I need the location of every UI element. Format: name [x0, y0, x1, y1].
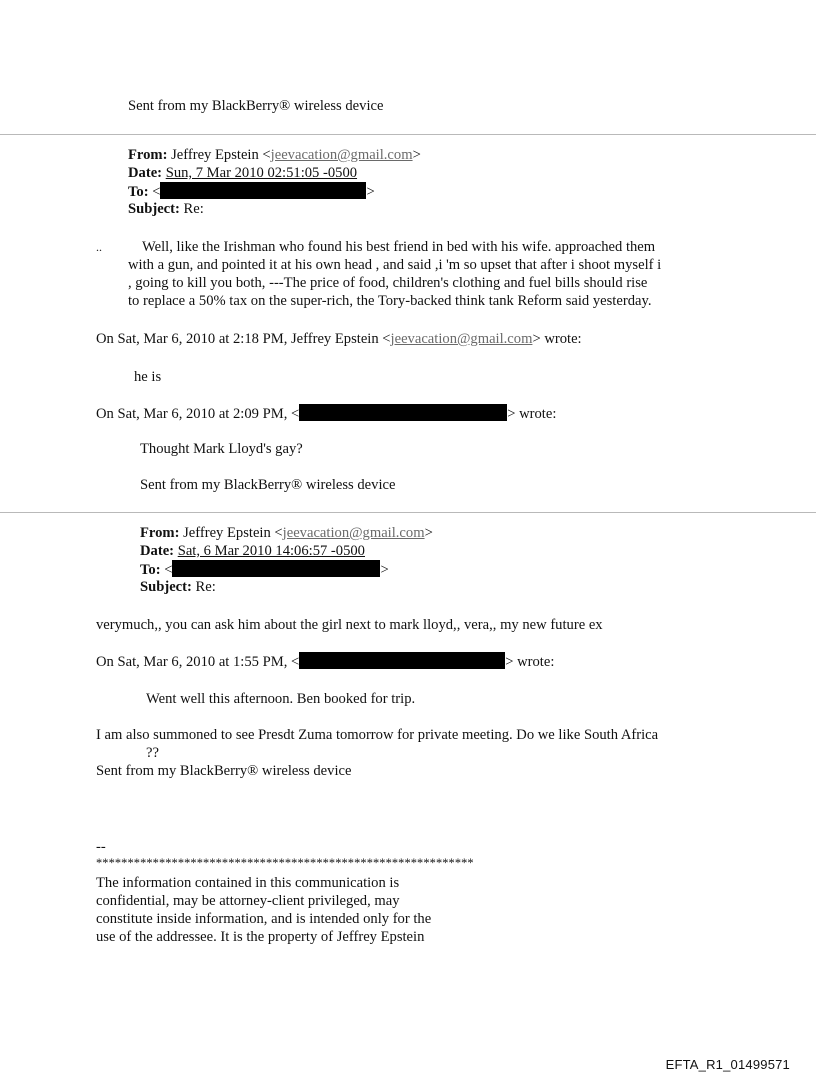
from-label: From:: [128, 147, 168, 163]
quote3-line-1: Went well this afternoon. Ben booked for trip.: [146, 691, 416, 707]
subject-label: Subject:: [140, 579, 192, 595]
quote3-line-4: Sent from my BlackBerry® wireless device: [96, 763, 352, 779]
quote-prefix: On Sat, Mar 6, 2010 at 2:09 PM, <: [96, 406, 300, 422]
redaction-box: [172, 560, 380, 577]
body-line-1: Well, like the Irishman who found his best friend in bed with his wife. approached them: [142, 239, 656, 255]
reply-he-is: he is: [134, 369, 162, 385]
from-email-link[interactable]: jeevacation@gmail.com: [282, 525, 425, 541]
redaction-box: [299, 404, 507, 421]
to-label: To:: [140, 562, 161, 578]
subject-line-2: [140, 578, 216, 596]
date-value: Sat, 6 Mar 2010 14:06:57 -0500: [177, 543, 365, 559]
date-line-1: [128, 164, 357, 182]
to-line-2: [140, 560, 389, 579]
body-line-2: with a gun, and pointed it at his own head , and said ,i 'm so upset that after i shoot myself i: [128, 257, 662, 273]
quote-suffix: > wrote:: [507, 406, 557, 422]
from-close: >: [424, 525, 433, 541]
date-line-2: [140, 542, 365, 560]
quote-suffix: > wrote:: [532, 331, 582, 347]
to-label: To:: [128, 184, 149, 200]
divider-1: [0, 134, 816, 135]
from-name: Jeffrey Epstein <: [171, 147, 271, 163]
quote2-line-1: Thought Mark Lloyd's gay?: [140, 441, 303, 457]
signature-top: Sent from my BlackBerry® wireless device: [128, 98, 384, 114]
subject-value: Re:: [195, 579, 216, 595]
subject-value: Re:: [183, 201, 204, 217]
to-open: <: [152, 184, 161, 200]
subject-line-1: [128, 200, 204, 218]
from-line-2: [140, 524, 433, 542]
quote3-line-2: I am also summoned to see Presdt Zuma tomorrow for private meeting. Do we like South Africa: [96, 727, 659, 743]
disclaimer-text: The information contained in this communication is confidential, may be attorney-client privileged, may constitute inside information, and is intended only for the use of the addressee. It is the property of Jeffrey Epstein: [96, 875, 432, 945]
subject-label: Subject:: [128, 201, 180, 217]
from-label: From:: [140, 525, 180, 541]
body-line-3: , going to kill you both, ---The price of food, children's clothing and fuel bills should rise: [128, 275, 648, 291]
to-close: >: [366, 184, 375, 200]
quote-email-link[interactable]: jeevacation@gmail.com: [390, 331, 533, 347]
message-body-2: verymuch,, you can ask him about the girl next to mark lloyd,, vera,, my new future ex: [96, 617, 603, 633]
quote-prefix: On Sat, Mar 6, 2010 at 1:55 PM, <: [96, 654, 300, 670]
redaction-box: [160, 182, 366, 199]
quote-attribution-3: [96, 652, 554, 671]
from-name: Jeffrey Epstein <: [183, 525, 283, 541]
quote-prefix: On Sat, Mar 6, 2010 at 2:18 PM, Jeffrey Epstein <: [96, 331, 391, 347]
body-line-4: to replace a 50% tax on the super-rich, the Tory-backed think tank Reform said yesterday.: [128, 293, 652, 309]
quote2-line-2: Sent from my BlackBerry® wireless device: [140, 477, 396, 493]
quote-attribution-1: [96, 330, 582, 348]
asterisk-divider: ************************************************************: [96, 856, 474, 870]
document-id: EFTA_R1_01499571: [665, 1057, 790, 1072]
from-email-link[interactable]: jeevacation@gmail.com: [270, 147, 413, 163]
to-line-1: [128, 182, 375, 201]
quote3-line-3: ??: [146, 745, 159, 761]
date-label: Date:: [128, 165, 163, 181]
date-value: Sun, 7 Mar 2010 02:51:05 -0500: [165, 165, 358, 181]
to-open: <: [164, 562, 173, 578]
quote-suffix: > wrote:: [505, 654, 555, 670]
date-label: Date:: [140, 543, 175, 559]
body-bullet: ..: [96, 240, 102, 254]
from-line-1: [128, 146, 421, 164]
redaction-box: [299, 652, 505, 669]
signature-dashes: --: [96, 839, 106, 855]
to-close: >: [380, 562, 389, 578]
from-close: >: [412, 147, 421, 163]
quote-attribution-2: [96, 404, 556, 423]
divider-2: [0, 512, 816, 513]
